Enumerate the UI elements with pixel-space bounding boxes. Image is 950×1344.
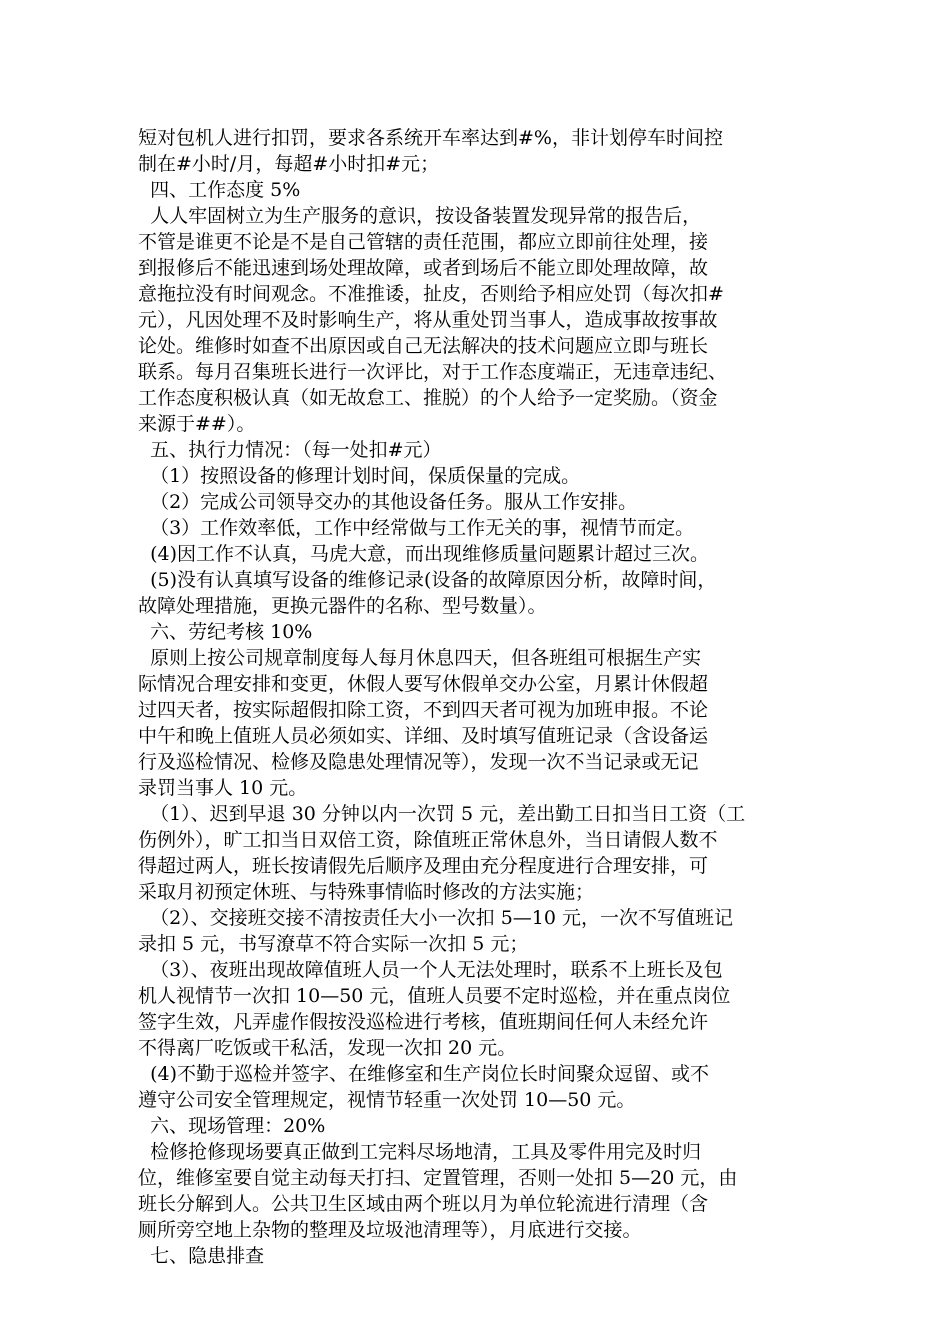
list-item: （2）完成公司领导交办的其他设备任务。服从工作安排。 bbox=[138, 491, 638, 513]
text-line: 来源于##）。 bbox=[138, 413, 256, 435]
text-line: 录扣 5 元，书写潦草不符合实际一次扣 5 元； bbox=[138, 933, 529, 955]
text-line: 论处。维修时如查不出原因或自己无法解决的技术问题应立即与班长 bbox=[138, 335, 709, 357]
text-line: 不管是谁更不论是不是自己管辖的责任范围，都应立即前往处理，接 bbox=[138, 231, 709, 253]
text-line: 班长分解到人。公共卫生区域由两个班以月为单位轮流进行清理（含 bbox=[138, 1193, 709, 1215]
text-line: 检修抢修现场要真正做到工完料尽场地清，工具及零件用完及时归 bbox=[138, 1141, 702, 1163]
list-item: （3）工作效率低，工作中经常做与工作无关的事，视情节而定。 bbox=[138, 517, 695, 539]
text-line: 机人视情节一次扣 10—50 元，值班人员要不定时巡检，并在重点岗位 bbox=[138, 985, 731, 1007]
text-line: 联系。每月召集班长进行一次评比，对于工作态度端正，无违章违纪、 bbox=[138, 361, 728, 383]
section-heading: 六、劳纪考核 10% bbox=[138, 621, 313, 643]
section-heading: 七、隐患排查 bbox=[138, 1245, 265, 1267]
text-line: 签字生效，凡弄虚作假按没巡检进行考核，值班期间任何人未经允许 bbox=[138, 1011, 709, 1033]
text-line: 短对包机人进行扣罚，要求各系统开车率达到#%，非计划停车时间控 bbox=[138, 127, 723, 149]
text-line: 遵守公司安全管理规定，视情节轻重一次处罚 10—50 元。 bbox=[138, 1089, 636, 1111]
section-heading: 五、执行力情况：（每一处扣#元） bbox=[138, 439, 442, 461]
text-line: 原则上按公司规章制度每人每月休息四天，但各班组可根据生产实 bbox=[138, 647, 702, 669]
section-heading: 四、工作态度 5% bbox=[138, 179, 301, 201]
list-item: （2）、交接班交接不清按责任大小一次扣 5—10 元，一次不写值班记 bbox=[138, 907, 734, 929]
text-line: 不得离厂吃饭或干私活，发现一次扣 20 元。 bbox=[138, 1037, 517, 1059]
text-line: 到报修后不能迅速到场处理故障，或者到场后不能立即处理故障，故 bbox=[138, 257, 709, 279]
text-line: 故障处理措施，更换元器件的名称、型号数量）。 bbox=[138, 595, 547, 617]
text-line: 元），凡因处理不及时影响生产，将从重处罚当事人，造成事故按事故 bbox=[138, 309, 718, 331]
text-line: 际情况合理安排和变更，休假人要写休假单交办公室，月累计休假超 bbox=[138, 673, 709, 695]
list-item: （1）、迟到早退 30 分钟以内一次罚 5 元，差出勤工日扣当日工资（工 bbox=[138, 803, 746, 825]
text-line: 采取月初预定休班、与特殊事情临时修改的方法实施； bbox=[138, 881, 595, 903]
text-line: 制在#小时/月，每超#小时扣#元； bbox=[138, 153, 440, 175]
text-line: 行及巡检情况、检修及隐患处理情况等），发现一次不当记录或无记 bbox=[138, 751, 699, 773]
text-line: 伤例外），旷工扣当日双倍工资，除值班正常休息外，当日请假人数不 bbox=[138, 829, 718, 851]
text-line: 得超过两人，班长按请假先后顺序及理由充分程度进行合理安排，可 bbox=[138, 855, 709, 877]
text-line: 录罚当事人 10 元。 bbox=[138, 777, 308, 799]
list-item: （3）、夜班出现故障值班人员一个人无法处理时，联系不上班长及包 bbox=[138, 959, 723, 981]
text-line: 位，维修室要自觉主动每天打扫、定置管理，否则一处扣 5—20 元，由 bbox=[138, 1167, 738, 1189]
list-item: (4)因工作不认真，马虎大意，而出现维修质量问题累计超过三次。 bbox=[138, 543, 709, 565]
text-line: 中午和晚上值班人员必须如实、详细、及时填写值班记录（含设备运 bbox=[138, 725, 709, 747]
text-line: 工作态度积极认真（如无故怠工、推脱）的个人给予一定奖励。（资金 bbox=[138, 387, 718, 409]
list-item: （1）按照设备的修理计划时间，保质保量的完成。 bbox=[138, 465, 581, 487]
text-line: 意拖拉没有时间观念。不准推诿，扯皮，否则给予相应处罚（每次扣# bbox=[138, 283, 724, 305]
list-item: (4)不勤于巡检并签字、在维修室和生产岗位长时间聚众逗留、或不 bbox=[138, 1063, 709, 1085]
text-line: 厕所旁空地上杂物的整理及垃圾池清理等），月底进行交接。 bbox=[138, 1219, 642, 1241]
section-heading: 六、现场管理：20% bbox=[138, 1115, 326, 1137]
text-line: 过四天者，按实际超假扣除工资，不到四天者可视为加班申报。不论 bbox=[138, 699, 709, 721]
text-line: 人人牢固树立为生产服务的意识，按设备装置发现异常的报告后， bbox=[138, 205, 702, 227]
list-item: (5)没有认真填写设备的维修记录(设备的故障原因分析，故障时间， bbox=[138, 569, 717, 591]
